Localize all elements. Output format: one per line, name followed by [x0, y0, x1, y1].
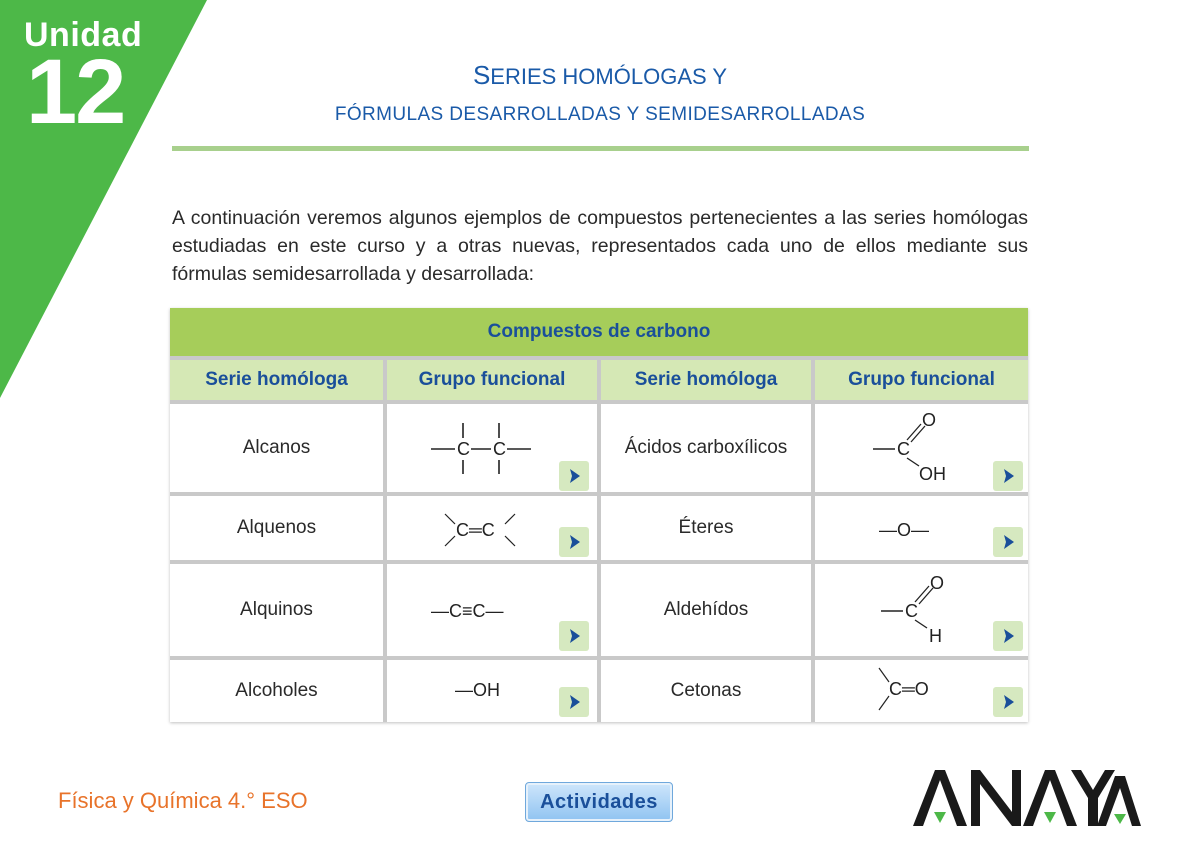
alkene-text: C═C [456, 520, 495, 540]
acid-oh: OH [919, 464, 946, 484]
chevron-right-icon [993, 527, 1023, 557]
title-initial: S [472, 60, 491, 90]
table-row-name: Alquenos [170, 496, 383, 560]
chevron-right-icon [993, 687, 1023, 717]
header-group-left: Grupo funcional [387, 360, 597, 400]
aldehyde-o: O [930, 573, 945, 593]
acids-more-button[interactable] [993, 461, 1023, 491]
acid-c: C [897, 439, 910, 459]
unit-number: 12 [26, 41, 125, 143]
chevron-right-icon [559, 461, 589, 491]
chevron-right-icon [993, 461, 1023, 491]
header-series-left: Serie homóloga [170, 360, 383, 400]
page-subtitle: FÓRMULAS DESARROLLADAS Y SEMIDESARROLLADAS [334, 104, 866, 125]
alkynes-more-button[interactable] [559, 621, 589, 651]
table-title: Compuestos de carbono [170, 308, 1028, 356]
table-row-name: Aldehídos [601, 564, 811, 656]
title-divider [172, 146, 1029, 151]
activities-button[interactable]: Actividades [525, 782, 673, 822]
header-series-right: Serie homóloga [601, 360, 811, 400]
chevron-right-icon [559, 621, 589, 651]
ether-text: —O— [879, 520, 930, 540]
chevron-right-icon [559, 527, 589, 557]
intro-paragraph: A continuación veremos algunos ejemplos de compuestos pertenecientes a las series homólogas estudiadas en este curso y a otras nuevas, representados cada uno de ellos mediante sus fórmulas semidesarrollada y desarrollada: [172, 207, 1028, 285]
ketone-text: C═O [889, 679, 929, 699]
alkenes-more-button[interactable] [559, 527, 589, 557]
alkane-c1: C [457, 439, 470, 459]
table-row-name: Ácidos carboxílicos [601, 404, 811, 492]
page-title [170, 60, 1030, 91]
subject-label: Física y Química 4.° ESO [58, 788, 308, 813]
table-row-name: Alquinos [170, 564, 383, 656]
alkyne-text: —C≡C— [431, 601, 504, 621]
ethers-more-button[interactable] [993, 527, 1023, 557]
alcohols-more-button[interactable] [559, 687, 589, 717]
title-line1-rest: ERIES HOMÓLOGAS Y [490, 64, 728, 89]
header-group-right: Grupo funcional [815, 360, 1028, 400]
aldehydes-more-button[interactable] [993, 621, 1023, 651]
unit-label: Unidad [24, 16, 143, 54]
table-row-name: Éteres [601, 496, 811, 560]
aldehyde-h: H [929, 626, 942, 646]
ketones-more-button[interactable] [993, 687, 1023, 717]
acid-o: O [922, 410, 937, 430]
alcohol-text: —OH [455, 680, 500, 700]
table-row-name: Alcoholes [170, 660, 383, 722]
chevron-right-icon [993, 621, 1023, 651]
alkane-c2: C [493, 439, 506, 459]
table-row-name: Cetonas [601, 660, 811, 722]
chevron-right-icon [559, 687, 589, 717]
alkanes-more-button[interactable] [559, 461, 589, 491]
table-row-name: Alcanos [170, 404, 383, 492]
aldehyde-c: C [905, 601, 918, 621]
